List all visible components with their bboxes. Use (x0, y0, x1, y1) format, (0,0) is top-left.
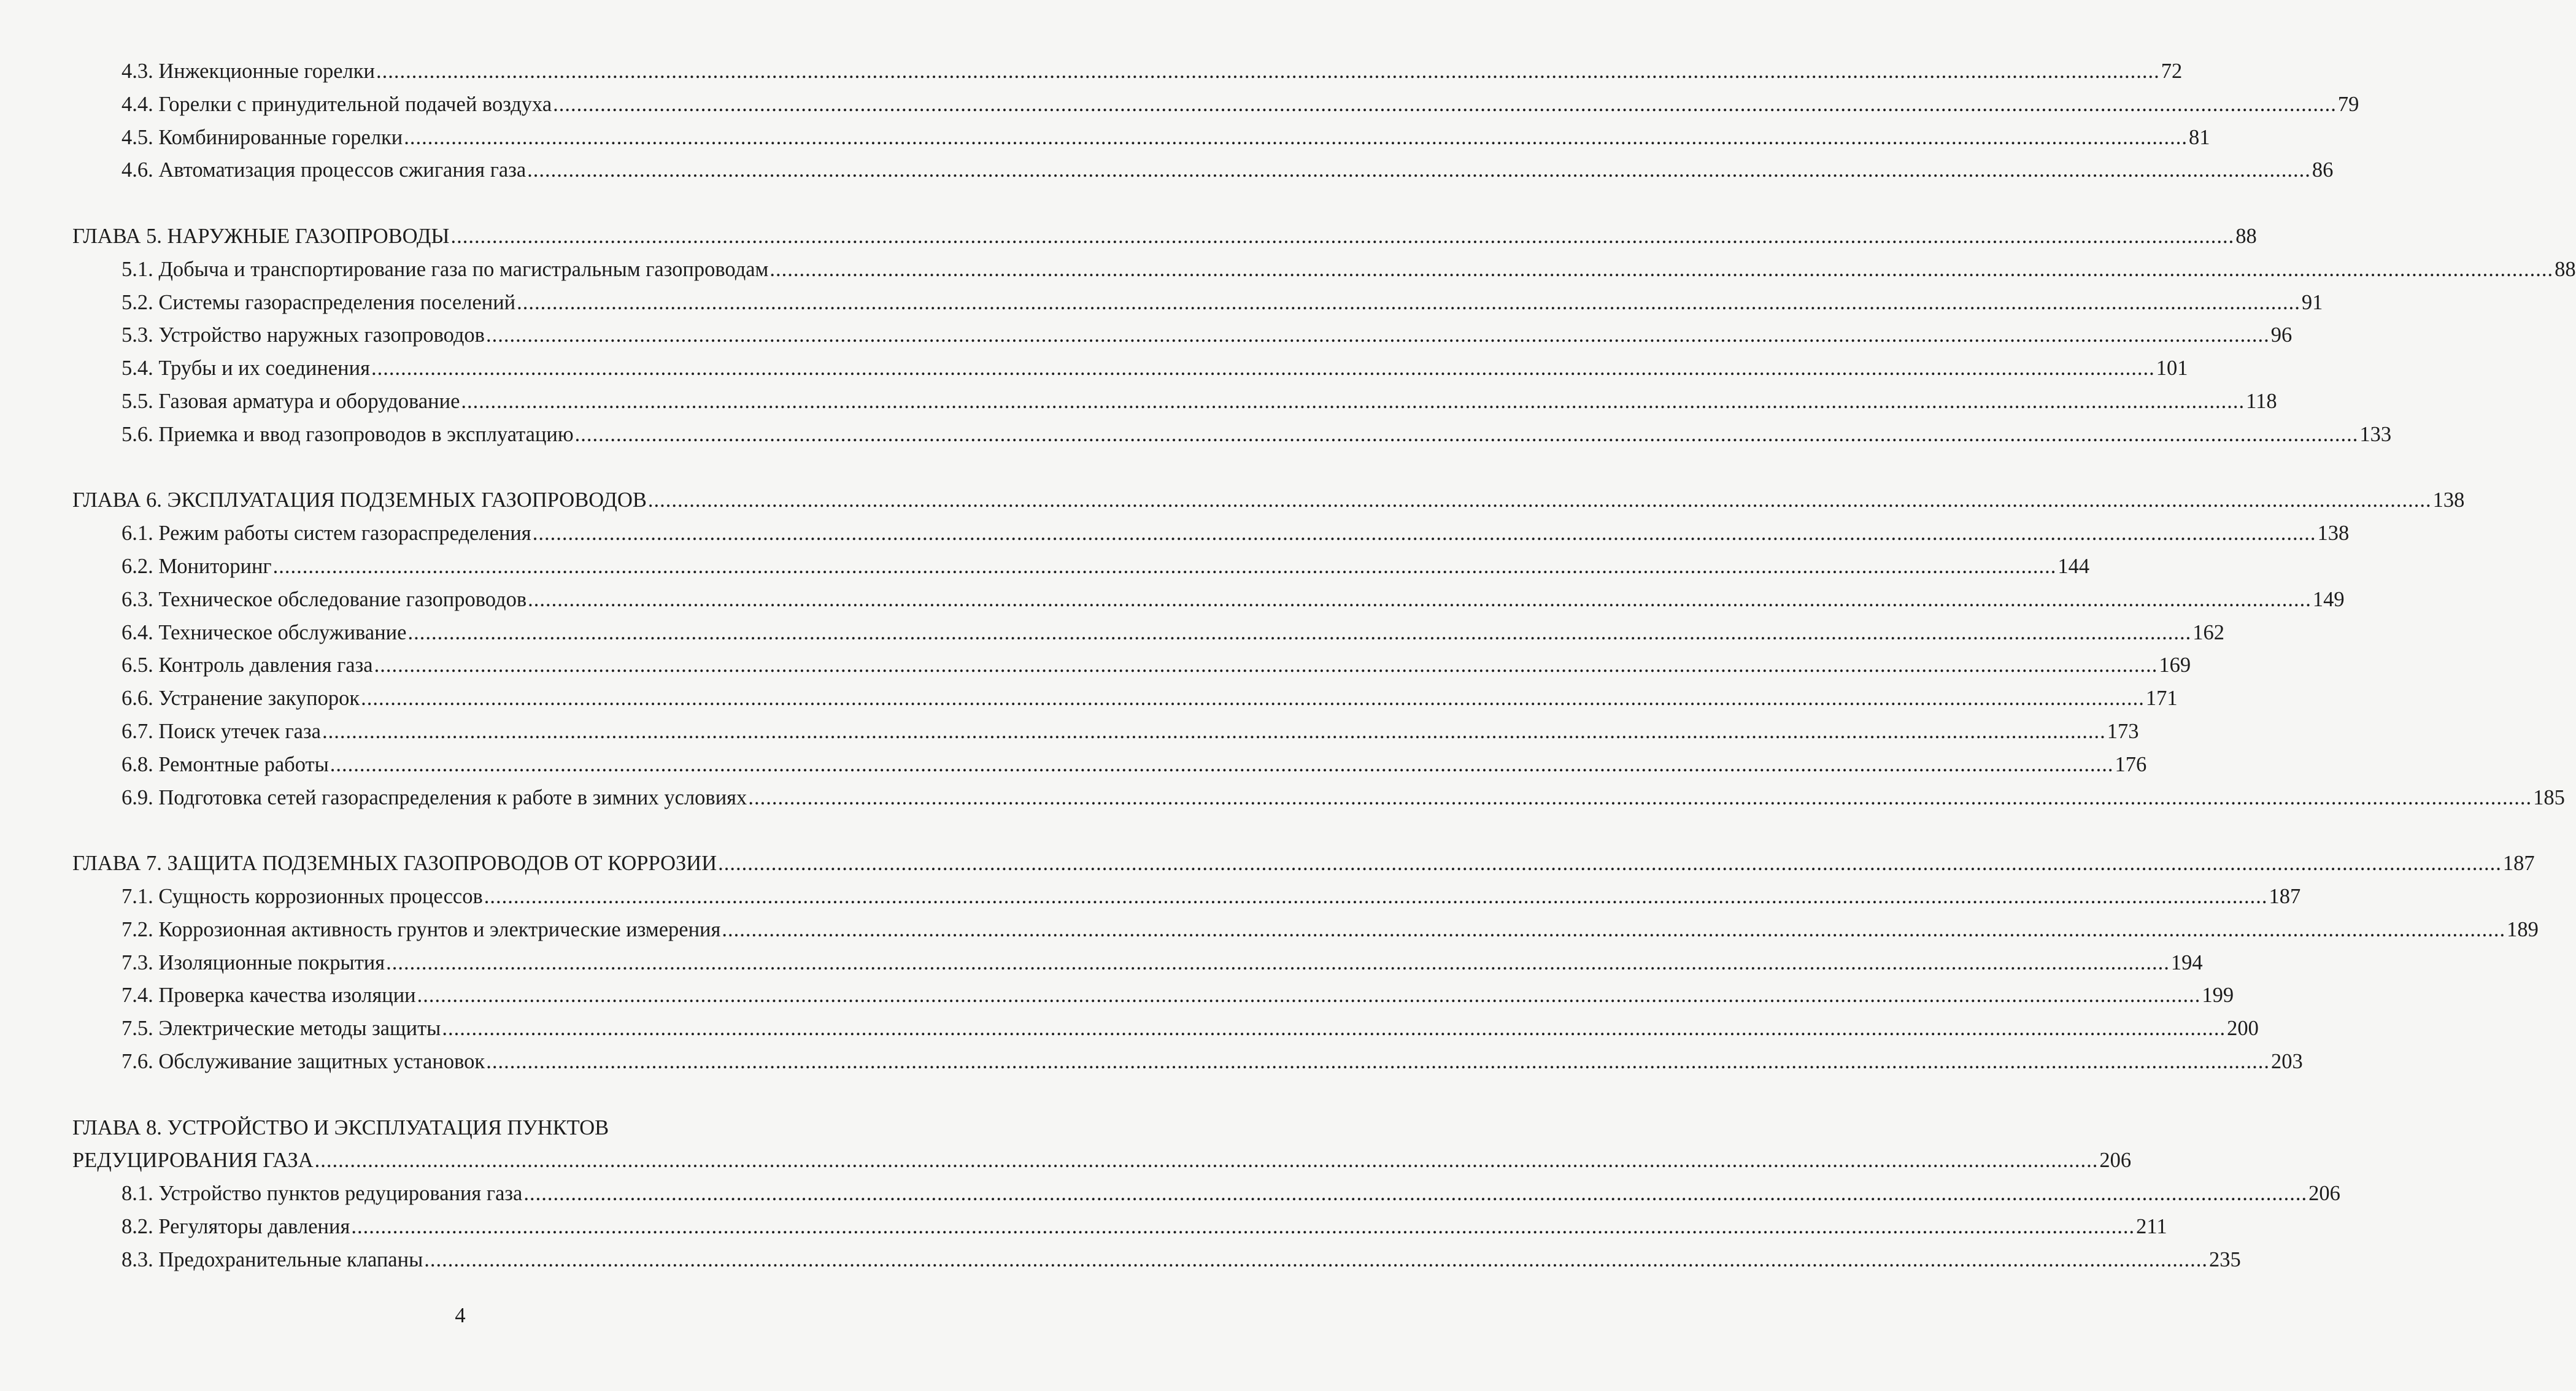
toc-entry-page: 235 (2209, 1247, 2241, 1271)
page-number: 4 (455, 1304, 466, 1327)
toc-entry-page: 185 (2533, 785, 2565, 809)
toc-entry-page: 118 (2246, 389, 2277, 413)
toc-entry-page: 176 (2115, 752, 2147, 776)
toc-chapter-6 (72, 484, 2465, 517)
toc-entry-page: 171 (2145, 687, 2178, 711)
chapter-title-line: ГЛАВА 8. УСТРОЙСТВО И ЭКСПЛУАТАЦИЯ ПУНКТОВ (72, 1115, 609, 1139)
leader-dots (376, 55, 2160, 88)
leader-dots (517, 287, 2300, 320)
toc-chapter-8 (72, 1144, 2132, 1177)
toc-entry-title: 7.5. Электрические методы защиты (121, 1017, 441, 1041)
toc-entry (72, 352, 2188, 385)
toc-entry-title: 6.8. Ремонтные работы (121, 752, 329, 776)
toc-entry (72, 1046, 2303, 1079)
toc-entry-title: 5.1. Добыча и транспортирование газа по магистральным газопроводам (121, 257, 769, 281)
toc-entry-title: 4.5. Комбинированные горелки (121, 125, 403, 149)
leader-dots (386, 947, 2170, 980)
toc-entry (72, 287, 2323, 320)
toc-entry-page: 88 (2555, 257, 2576, 281)
table-of-contents (72, 55, 2576, 1276)
toc-entry-page: 162 (2192, 620, 2224, 644)
toc-entry (72, 749, 2147, 782)
toc-entry (72, 947, 2203, 980)
toc-entry (72, 55, 2183, 88)
toc-entry (72, 682, 2178, 715)
toc-entry (72, 385, 2277, 418)
toc-entry-title: 5.4. Трубы и их соединения (121, 356, 370, 380)
toc-entry-title: 7.6. Обслуживание защитных установок (121, 1049, 485, 1073)
toc-entry (72, 1012, 2259, 1046)
leader-dots (523, 1177, 2307, 1211)
toc-entry-page: 206 (2308, 1182, 2340, 1206)
toc-entry-title: 4.3. Инжекционные горелки (121, 60, 375, 83)
toc-entry-page: 72 (2161, 60, 2183, 83)
section-gap (72, 187, 890, 220)
toc-entry-page: 189 (2507, 917, 2539, 941)
toc-entry-title: 6.9. Подготовка сетей газораспределения к работе в зимних условиях (121, 785, 747, 809)
toc-chapter-5 (72, 220, 2257, 253)
leader-dots (417, 979, 2201, 1012)
toc-entry-title: 7.1. Сущность коррозионных процессов (121, 884, 483, 908)
leader-dots (648, 484, 2432, 517)
toc-entry-page: 86 (2312, 158, 2334, 182)
leader-dots (533, 517, 2316, 550)
leader-dots (575, 418, 2359, 452)
toc-entry (72, 550, 2090, 584)
section-gap (72, 452, 890, 485)
toc-entry (72, 715, 2139, 749)
toc-entry-title: 5.6. Приемка и ввод газопроводов в эксплуатацию (121, 422, 574, 446)
toc-entry-title: 7.4. Проверка качества изоляции (121, 984, 416, 1008)
toc-entry-title: 6.3. Техническое обследование газопроводов (121, 587, 527, 611)
toc-entry-page: 101 (2156, 356, 2188, 380)
toc-entry-page: 149 (2312, 587, 2345, 611)
section-gap (72, 814, 890, 847)
toc-entry-page: 200 (2227, 1017, 2259, 1041)
leader-dots (722, 914, 2505, 947)
chapter-title: ГЛАВА 5. НАРУЖНЫЕ ГАЗОПРОВОДЫ (72, 224, 450, 248)
toc-entry (72, 1177, 2340, 1211)
toc-entry-page: 138 (2317, 522, 2350, 545)
leader-dots (450, 220, 2234, 253)
toc-entry-title: 8.3. Предохранительные клапаны (121, 1247, 423, 1271)
toc-entry (72, 517, 2350, 550)
leader-dots (315, 1144, 2099, 1177)
leader-dots (484, 880, 2268, 914)
chapter-title: ГЛАВА 6. ЭКСПЛУАТАЦИЯ ПОДЗЕМНЫХ ГАЗОПРОВОДОВ (72, 488, 647, 512)
toc-entry-page: 144 (2057, 554, 2090, 578)
toc-entry-title: 6.4. Техническое обслуживание (121, 620, 407, 644)
toc-entry-page: 187 (2269, 884, 2301, 908)
chapter-page: 88 (2235, 224, 2257, 248)
toc-entry-page: 81 (2189, 125, 2210, 149)
toc-entry (72, 979, 2234, 1012)
leader-dots (374, 649, 2158, 682)
leader-dots (527, 154, 2311, 187)
leader-dots (361, 682, 2145, 715)
leader-dots (748, 782, 2532, 815)
leader-dots (404, 121, 2188, 155)
chapter-page: 187 (2502, 852, 2535, 876)
leader-dots (407, 617, 2191, 650)
toc-entry (72, 914, 2539, 947)
toc-entry-title: 5.2. Системы газораспределения поселений (121, 290, 516, 314)
chapter-title: ГЛАВА 7. ЗАЩИТА ПОДЗЕМНЫХ ГАЗОПРОВОДОВ ОТ КОРРОЗИИ (72, 852, 717, 876)
toc-entry (72, 88, 2359, 121)
toc-entry-title: 6.5. Контроль давления газа (121, 653, 373, 677)
leader-dots (528, 584, 2312, 617)
toc-entry-page: 133 (2359, 422, 2392, 446)
toc-entry (72, 121, 2210, 155)
toc-entry-title: 4.4. Горелки с принудительной подачей воздуха (121, 92, 552, 116)
leader-dots (273, 550, 2057, 584)
section-gap (72, 1079, 890, 1112)
toc-entry-page: 169 (2159, 653, 2191, 677)
toc-entry (72, 154, 2334, 187)
leader-dots (351, 1211, 2135, 1244)
toc-entry-page: 96 (2270, 323, 2293, 347)
leader-dots (371, 352, 2155, 385)
toc-entry (72, 319, 2293, 352)
leader-dots (486, 1046, 2270, 1079)
leader-dots (718, 847, 2502, 880)
toc-entry-title: 5.3. Устройство наружных газопроводов (121, 323, 485, 347)
toc-entry-page: 199 (2202, 984, 2234, 1008)
chapter-page: 138 (2432, 488, 2465, 512)
toc-chapter-7 (72, 847, 2535, 880)
toc-entry (72, 1211, 2167, 1244)
leader-dots (424, 1244, 2208, 1277)
toc-entry-page: 79 (2337, 92, 2359, 116)
leader-dots (442, 1012, 2226, 1046)
toc-entry-page: 91 (2301, 290, 2323, 314)
leader-dots (330, 749, 2114, 782)
toc-entry (72, 649, 2191, 682)
toc-entry-title: 6.7. Поиск утечек газа (121, 719, 321, 743)
toc-entry (72, 617, 2224, 650)
toc-entry-title: 8.2. Регуляторы давления (121, 1214, 350, 1238)
toc-entry-title: 6.2. Мониторинг (121, 554, 272, 578)
toc-entry (72, 782, 2565, 815)
toc-entry (72, 1244, 2241, 1277)
leader-dots (486, 319, 2270, 352)
toc-entry (72, 584, 2345, 617)
toc-entry-page: 173 (2107, 719, 2139, 743)
toc-entry-title: 5.5. Газовая арматура и оборудование (121, 389, 460, 413)
toc-entry-title: 4.6. Автоматизация процессов сжигания газа (121, 158, 526, 182)
toc-entry-page: 211 (2136, 1214, 2167, 1238)
chapter-page: 206 (2099, 1149, 2132, 1173)
toc-entry-title: 6.1. Режим работы систем газораспределения (121, 522, 531, 545)
toc-entry-title: 8.1. Устройство пунктов редуцирования газа (121, 1182, 523, 1206)
toc-entry (72, 253, 2576, 287)
leader-dots (461, 385, 2245, 418)
chapter-title: РЕДУЦИРОВАНИЯ ГАЗА (72, 1149, 314, 1173)
leader-dots (769, 253, 2553, 287)
toc-entry-title: 7.2. Коррозионная активность грунтов и электрические измерения (121, 917, 721, 941)
toc-entry-title: 6.6. Устранение закупорок (121, 687, 360, 711)
leader-dots (322, 715, 2106, 749)
leader-dots (553, 88, 2337, 121)
toc-entry-page: 194 (2170, 950, 2203, 974)
toc-entry (72, 418, 2392, 452)
toc-entry (72, 880, 2301, 914)
toc-entry-title: 7.3. Изоляционные покрытия (121, 950, 385, 974)
toc-entry-page: 203 (2270, 1049, 2303, 1073)
